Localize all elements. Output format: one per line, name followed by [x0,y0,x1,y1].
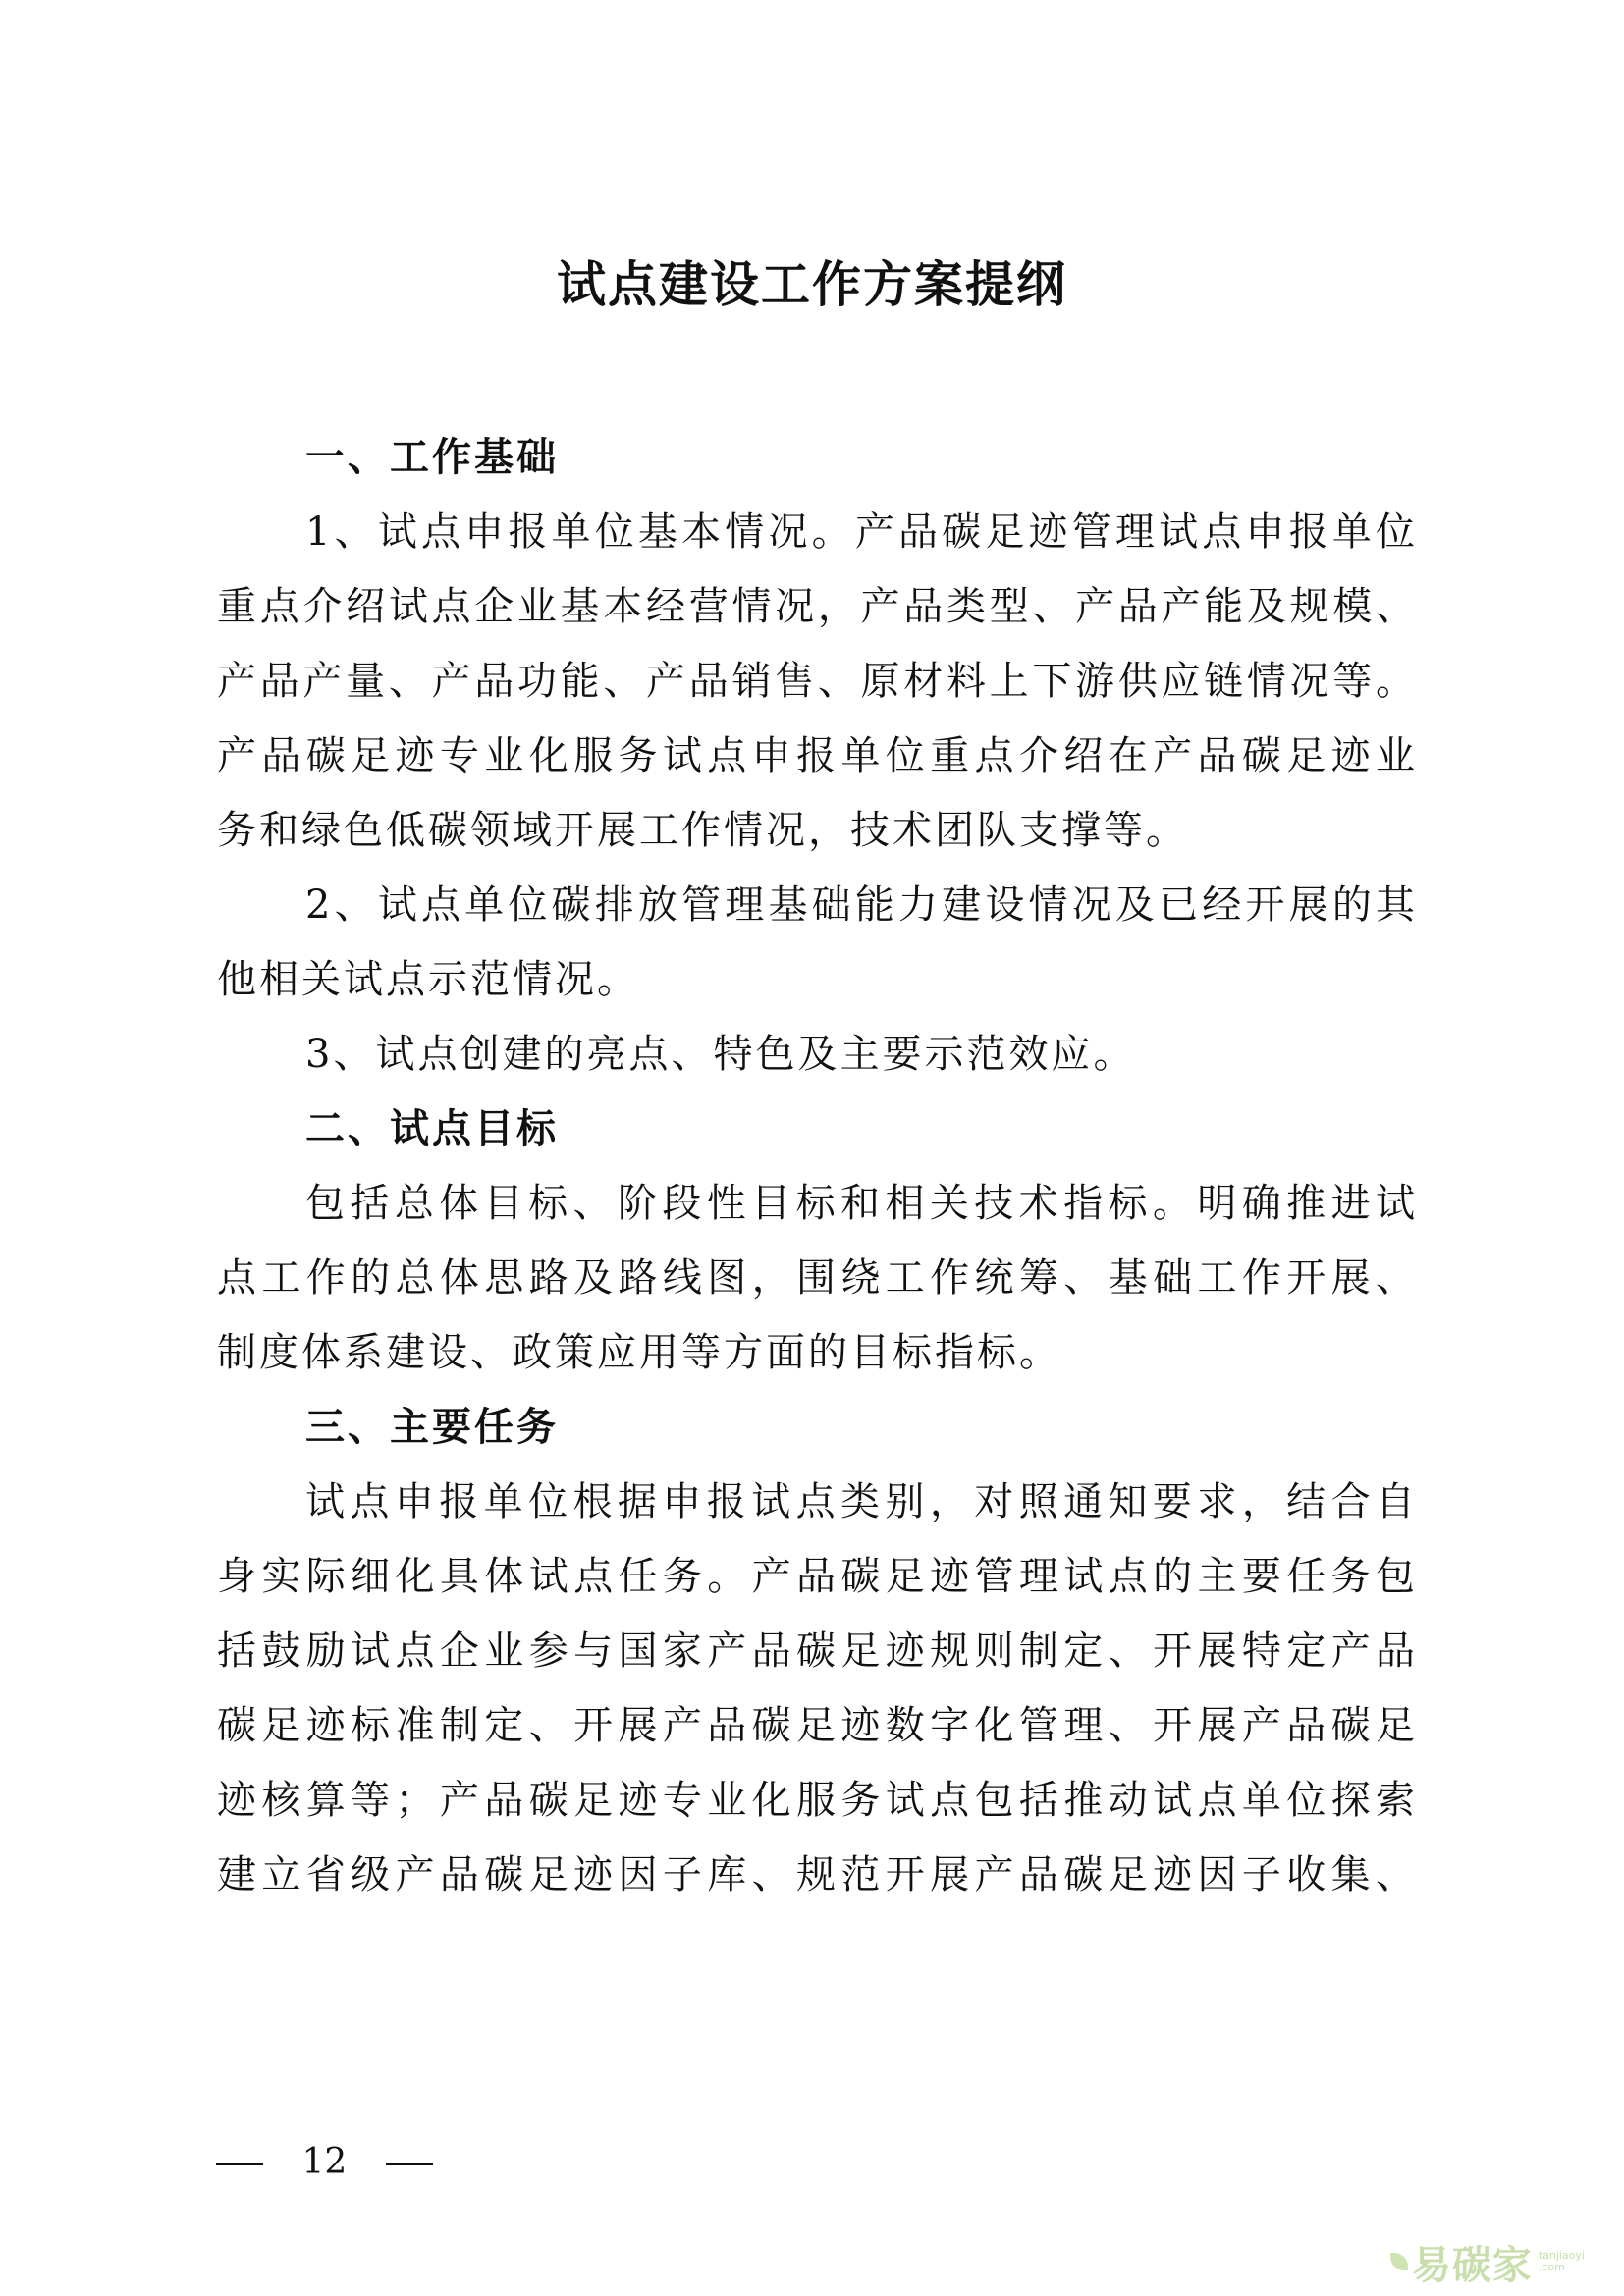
paragraph-line: 重点介绍试点企业基本经营情况，产品类型、产品产能及规模、 [217,584,1415,629]
paragraph-line: 建立省级产品碳足迹因子库、规范开展产品碳足迹因子收集、 [217,1852,1415,1897]
paragraph-line: 制度体系建设、政策应用等方面的目标指标。 [217,1330,1061,1375]
paragraph-line: 括鼓励试点企业参与国家产品碳足迹规则制定、开展特定产品 [217,1629,1415,1674]
watermark-logo [1390,2237,1585,2286]
paragraph-line: 试点申报单位根据申报试点类别，对照通知要求，结合自 [305,1479,1415,1524]
paragraph-line: 2、试点单位碳排放管理基础能力建设情况及已经开展的其 [305,882,1415,928]
paragraph-line: 3、试点创建的亮点、特色及主要示范效应。 [305,1032,1136,1077]
leaf-icon [1390,2253,1408,2270]
document-title: 试点建设工作方案提纲 [557,256,1067,313]
paragraph-line: 他相关试点示范情况。 [217,957,639,1002]
section-heading-work-foundation: 一、工作基础 [305,435,559,480]
paragraph-line: 务和绿色低碳领域开展工作情况，技术团队支撑等。 [217,808,1188,853]
paragraph-line: 产品产量、产品功能、产品销售、原材料上下游供应链情况等。 [217,659,1415,704]
section-heading-pilot-goals: 二、试点目标 [305,1106,559,1151]
watermark-domain [1539,2250,1585,2273]
paragraph-line: 产品碳足迹专业化服务试点申报单位重点介绍在产品碳足迹业 [217,733,1415,778]
page-number [216,2138,433,2187]
paragraph-line: 1、试点申报单位基本情况。产品碳足迹管理试点申报单位 [305,509,1415,555]
paragraph-line: 碳足迹标准制定、开展产品碳足迹数字化管理、开展产品碳足 [217,1703,1415,1748]
watermark-domain-line2: .com [1538,2261,1565,2273]
watermark-text: 易碳家 [1411,2242,1533,2288]
page-number-value: 12 [301,2142,348,2182]
paragraph-line: 身实际细化具体试点任务。产品碳足迹管理试点的主要任务包 [217,1554,1415,1599]
dash-left [216,2163,263,2165]
paragraph-line: 点工作的总体思路及路线图，围绕工作统筹、基础工作开展、 [217,1255,1415,1301]
paragraph-line: 包括总体目标、阶段性目标和相关技术指标。明确推进试 [305,1181,1415,1226]
dash-right [386,2163,433,2165]
paragraph-line: 迹核算等；产品碳足迹专业化服务试点包括推动试点单位探索 [217,1778,1415,1823]
watermark-domain-line1: tanjiaoyi [1538,2249,1585,2262]
section-heading-main-tasks: 三、主要任务 [305,1405,559,1450]
